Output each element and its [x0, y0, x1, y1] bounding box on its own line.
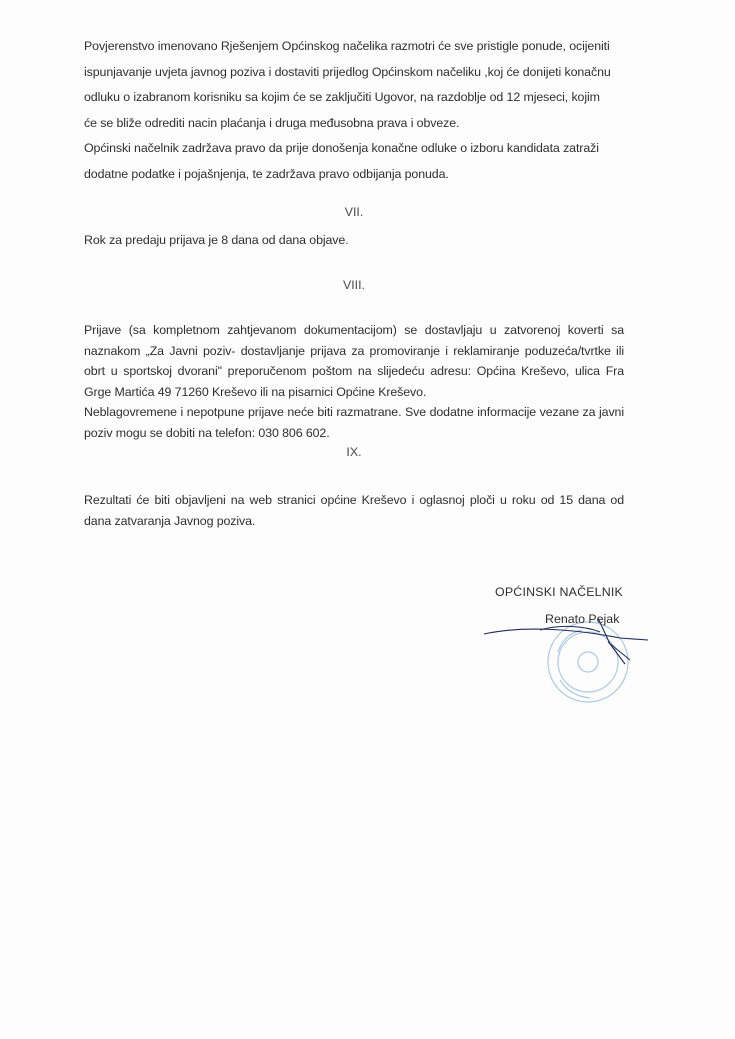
section-ix-text: Rezultati će biti objavljeni na web stranici općine Kreševo i oglasnoj ploči u roku od 15 dana od dana zatvaranja Javnog poziva.: [84, 493, 624, 528]
text-line: će se bliže odrediti nacin plaćanja i druga međusobna prava i obveze.: [84, 115, 460, 130]
text-line: odluku o izabranom korisniku sa kojim će se zaključiti Ugovor, na razdoblje od 12 mjeseci, kojim: [84, 90, 600, 104]
section-a-paragraph: [84, 34, 624, 187]
signature-title: OPĆINSKI NAČELNIK: [495, 585, 624, 599]
text-line: ispunjavanje uvjeta javnog poziva i dostaviti prijedlog Općinskom načeliku ,koj će donijeti konačnu: [84, 64, 611, 79]
section-vii-text: Rok za predaju prijava je 8 dana od dana objave.: [84, 233, 349, 247]
signature-name: Renato Pejak: [545, 612, 620, 626]
text-line: Općinski načelnik zadržava pravo da prije donošenja konačne odluke o izboru kandidata zatraži: [84, 141, 599, 155]
section-heading-vii: VII.: [344, 205, 364, 219]
section-viii-paragraph-2: Neblagovremene i nepotpune prijave neće biti razmatrane. Sve dodatne informacije vezane za javni poziv mogu se dobiti na telefon: 030 806 602.: [84, 405, 624, 440]
section-viii-paragraph-1: Prijave (sa kompletnom zahtjevanom dokumentacijom) se dostavljaju u zatvorenoj koverti sa naznakom „Za Javni poziv- dostavljanje prijava za promoviranje i reklamiranje poduzeća/tvrtke ili obrt u sportskoj dvorani" preporučenom poštom na slijedeću adresu: Općina Kreševo, ulica Fra Grge Martića 49 71260 Kreševo ili na pisarnici Općine Kreševo.: [84, 323, 624, 399]
text-line: Povjerenstvo imenovano Rješenjem Općinskog načelika razmotri će sve pristigle ponude, ocijeniti: [84, 39, 610, 53]
stamp-icon: [548, 622, 628, 702]
section-heading-ix: IX.: [346, 445, 362, 459]
section-heading-viii: VIII.: [342, 278, 366, 292]
text-line: dodatne podatke i pojašnjenja, te zadržava pravo odbijanja ponuda.: [84, 166, 449, 181]
